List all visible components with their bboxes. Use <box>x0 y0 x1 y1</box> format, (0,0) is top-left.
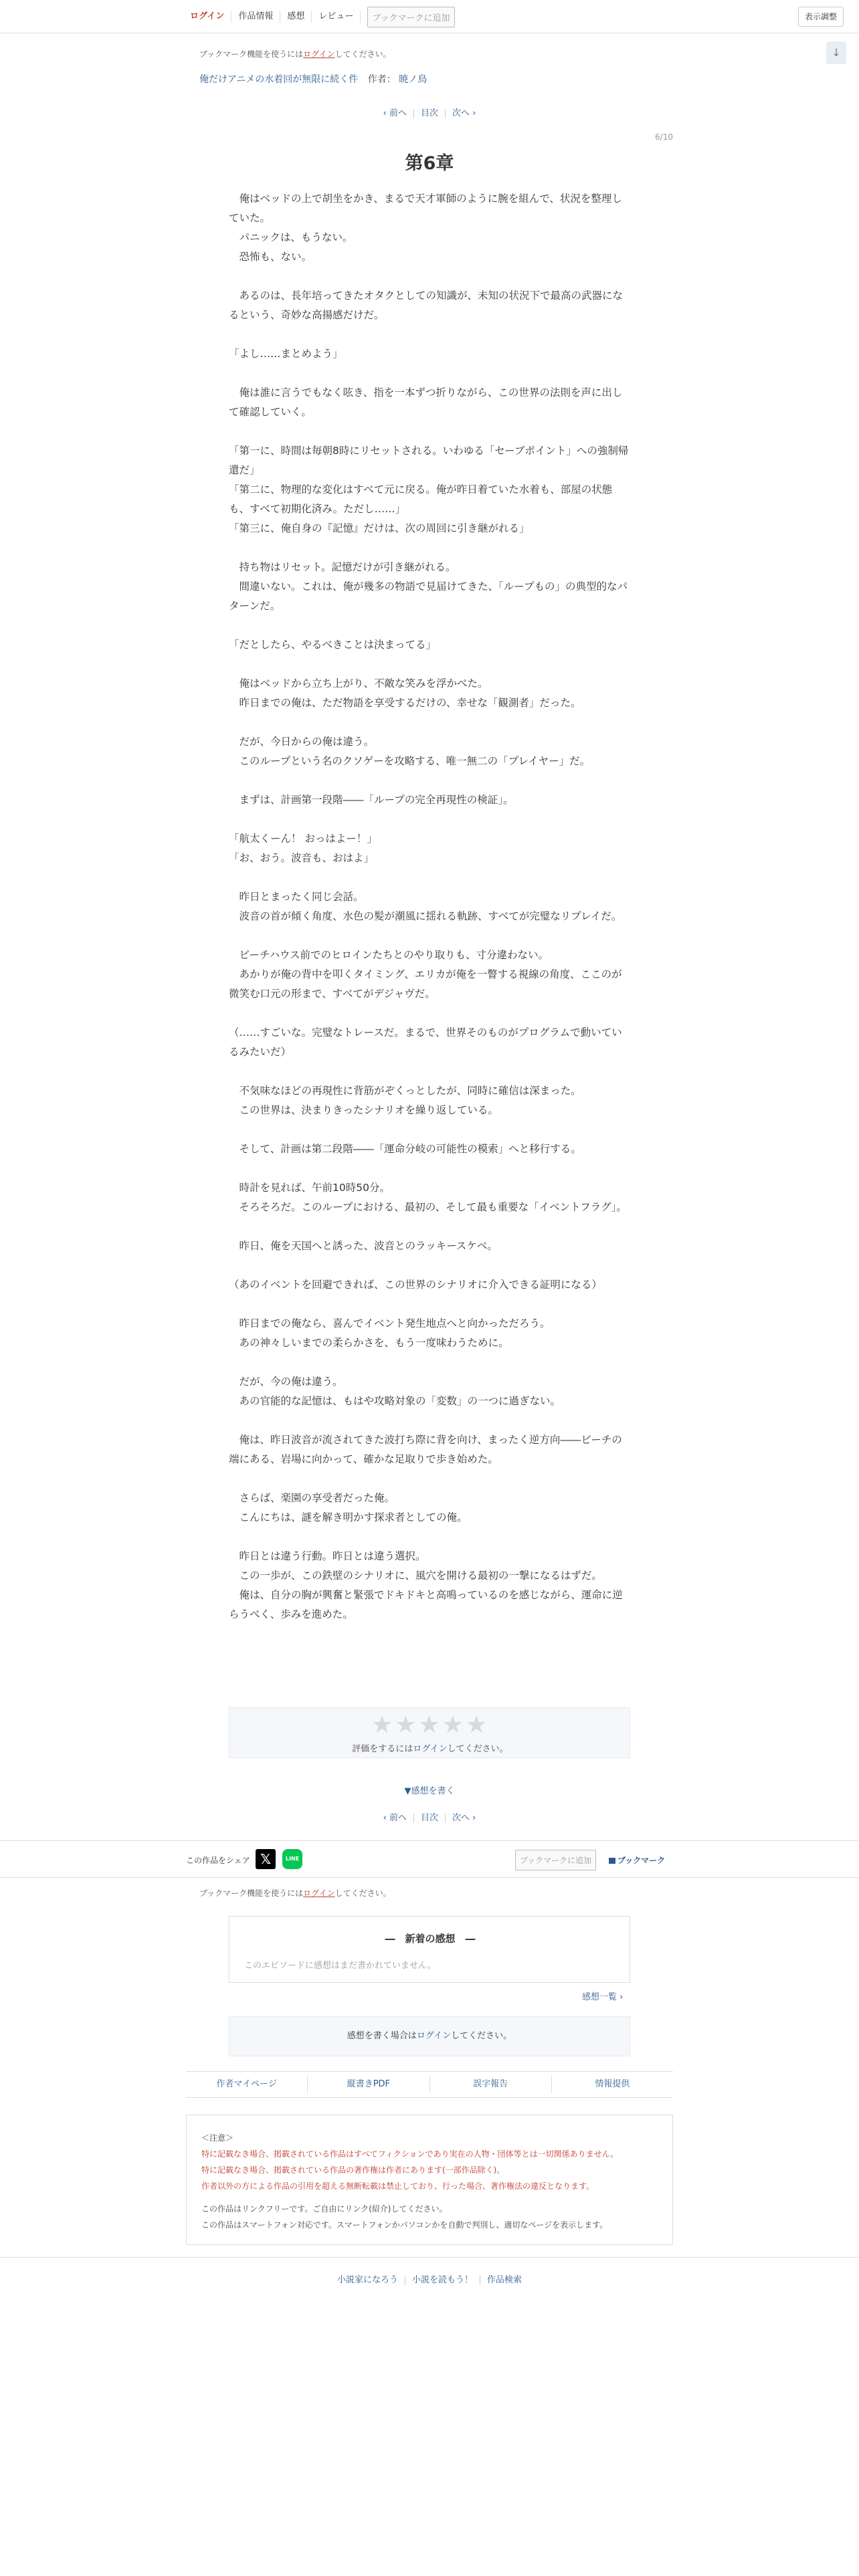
bookmark-notice <box>199 48 391 60</box>
top-nav <box>186 5 455 28</box>
index-link[interactable]: 目次 <box>420 108 438 118</box>
body-line: 「だとしたら、やるべきことは決まってる」 <box>229 639 437 651</box>
body-line: 時計を見れば、午前10時50分。 <box>229 1182 390 1194</box>
rating-login-prefix: 評価をするには <box>352 1744 413 1754</box>
caution-red-line: 特に記載なき場合、掲載されている作品の著作権は作者にあります(一部作品除く)。 <box>201 2165 505 2175</box>
body-line: パニックは、もうない。 <box>229 231 353 243</box>
caution-red-line: 特に記載なき場合、掲載されている作品はすべてフィクションであり実在の人物・団体等とは一切関係ありません。 <box>201 2149 619 2159</box>
line-share-icon[interactable]: LINE <box>282 1849 302 1869</box>
body-line: この世界は、決まりきったシナリオを繰り返している。 <box>229 1104 498 1116</box>
body-line: 「航太くーん！ おっはよー！」 <box>229 833 377 845</box>
write-login-prefix: 感想を書く場合は <box>347 2031 417 2041</box>
top-bar <box>0 0 859 33</box>
typo-report-link[interactable]: 誤字報告 <box>430 2076 552 2093</box>
body-line: 昨日とまったく同じ会話。 <box>229 891 364 903</box>
bookmark-add-button-disabled-bottom: ブックマークに追加 <box>515 1850 596 1870</box>
body-line: あるのは、長年培ってきたオタクとしての知識が、未知の状況下で最高の武器になるという、奇妙な高揚感だけだ。 <box>229 290 624 321</box>
write-login-suffix: してください。 <box>451 2031 512 2041</box>
series-header <box>199 72 427 86</box>
body-line: 俺はベッドの上で胡坐をかき、まるで天才軍師のように腕を組んで、状況を整理していた。 <box>229 193 622 224</box>
body-blank-line <box>229 1062 630 1081</box>
pager-bottom <box>0 1810 859 1823</box>
next-link[interactable]: 次へ › <box>452 108 476 118</box>
author-page-link[interactable]: 作者マイページ <box>186 2076 308 2093</box>
footer-yomou-link[interactable]: 小説を読もう！ <box>411 2275 473 2285</box>
caution-gray-line: この作品はリンクフリーです。ご自由にリンク(紹介)してください。 <box>201 2204 448 2214</box>
prev-link[interactable]: ‹ 前へ <box>383 108 407 118</box>
impressions-box <box>229 1916 630 1983</box>
body-line: 昨日とは違う行動。昨日とは違う選択。 <box>229 1550 426 1562</box>
bookmark-notice-prefix-bottom: ブックマーク機能を使うには <box>199 1889 304 1898</box>
rating-box <box>229 1707 630 1758</box>
body-blank-line <box>229 1217 630 1237</box>
rating-login-notice <box>229 1741 631 1754</box>
body-line: 俺は、自分の胸が興奮と緊張でドキドキと高鳴っているのを感じながら、運命に逆らうべく、歩みを進めた。 <box>229 1589 623 1620</box>
chapter-title: 第6章 <box>405 153 454 174</box>
body-line: あかりが俺の背中を叩くタイミング、エリカが俺を一瞥する視線の角度、ここのが微笑む口元の形まで、すべてがデジャヴだ。 <box>229 968 622 1000</box>
page-count: 6/10 <box>655 132 673 142</box>
write-login-box <box>229 2016 630 2056</box>
footer-links <box>0 2272 859 2285</box>
body-line: あの神々しいまでの柔らかさを、もう一度味わうために。 <box>229 1337 509 1349</box>
bookmark-notice-login-link[interactable]: ログイン <box>303 49 335 59</box>
impressions-title: ― 新着の感想 ― <box>385 1933 476 1945</box>
impressions-link[interactable]: 感想 <box>280 11 312 23</box>
body-blank-line <box>229 810 630 829</box>
author-link[interactable]: 暁ノ鳥 <box>399 74 427 85</box>
caution-title: ＜注意＞ <box>201 2133 234 2143</box>
body-blank-line <box>229 1411 630 1430</box>
body-line: 恐怖も、ない。 <box>229 251 312 263</box>
body-blank-line <box>229 1004 630 1023</box>
body-blank-line <box>229 1469 630 1489</box>
rating-login-suffix: してください。 <box>447 1744 508 1754</box>
bookmark-add-button-disabled: ブックマークに追加 <box>367 7 454 27</box>
write-login-link[interactable]: ログイン <box>416 2031 452 2041</box>
body-line: さらば、楽園の享受者だった俺。 <box>229 1492 395 1504</box>
index-link-bottom[interactable]: 目次 <box>420 1813 438 1823</box>
x-share-icon[interactable]: 𝕏 <box>256 1849 276 1869</box>
body-blank-line <box>229 713 630 732</box>
impressions-list-link[interactable]: 感想一覧 › <box>582 1992 624 2002</box>
novel-info-link[interactable]: 作品情報 <box>231 11 280 23</box>
bookmark-label: ブックマーク <box>617 1856 666 1865</box>
body-blank-line <box>229 1353 630 1372</box>
body-blank-line <box>229 364 630 383</box>
body-line: 間違いない。これは、俺が幾多の物語で見届けてきた、「ループもの」の典型的なパターンだ。 <box>229 580 628 612</box>
display-settings-button[interactable]: 表示調整 <box>798 7 844 27</box>
body-line: 「第二に、物理的な変化はすべて元に戻る。俺が昨日着ていた水着も、部屋の状態も、すべて初期化済み。ただし……」 <box>229 484 613 515</box>
review-link[interactable]: レビュー <box>312 11 361 23</box>
body-blank-line <box>229 538 630 558</box>
pager-top <box>0 106 859 118</box>
next-link-bottom[interactable]: 次へ › <box>452 1813 476 1823</box>
body-line: そして、計画は第二段階――「運命分岐の可能性の模索」へと移行する。 <box>229 1143 581 1155</box>
body-blank-line <box>229 926 630 946</box>
info-links-bar <box>186 2071 673 2098</box>
body-line: 「第三に、俺自身の『記憶』だけは、次の周回に引き継がれる」 <box>229 522 530 534</box>
bookmark-notice-prefix: ブックマーク機能を使うには <box>199 49 304 59</box>
footer-search-link[interactable]: 作品検索 <box>487 2275 522 2285</box>
share-bar <box>0 1840 859 1878</box>
footer <box>0 2257 859 2297</box>
body-line: （あのイベントを回避できれば、この世界のシナリオに介入できる証明になる） <box>229 1279 602 1291</box>
body-line: 「第一に、時間は毎朝8時にリセットされる。いわゆる「セーブポイント」への強制帰還だ」 <box>229 445 629 476</box>
vertical-pdf-link[interactable]: 縦書きPDF <box>308 2076 430 2093</box>
body-line: だが、今日からの俺は違う。 <box>229 736 375 748</box>
body-blank-line <box>229 1120 630 1140</box>
body-line: 昨日までの俺なら、喜んでイベント発生地点へと向かっただろう。 <box>229 1317 551 1329</box>
body-line: 昨日までの俺は、ただ物語を享受するだけの、幸せな「観測者」だった。 <box>229 697 581 709</box>
footer-narou-link[interactable]: 小説家になろう <box>337 2275 398 2285</box>
body-line: 持ち物はリセット。記憶だけが引き継がれる。 <box>229 561 456 573</box>
body-line: 「お、おう。波音も、おはよ」 <box>229 852 375 864</box>
body-line: あの官能的な記憶は、もはや攻略対象の「変数」の一つに過ぎない。 <box>229 1395 561 1407</box>
body-line: だが、今の俺は違う。 <box>229 1376 343 1388</box>
body-line: 不気味なほどの再現性に背筋がぞくっとしたが、同時に確信は深まった。 <box>229 1085 581 1097</box>
bookmark-notice-suffix-bottom: してください。 <box>335 1889 391 1898</box>
body-line: 「よし……まとめよう」 <box>229 348 343 360</box>
body-blank-line <box>229 616 630 635</box>
bookmark-notice-login-link-bottom[interactable]: ログイン <box>303 1889 335 1898</box>
caution-red-line: 作者以外の方による作品の引用を超える無断転載は禁止しており、行った場合、著作権法の違反となります。 <box>201 2181 595 2191</box>
body-line: ビーチハウス前でのヒロインたちとのやり取りも、寸分違わない。 <box>229 949 549 961</box>
caution-gray-line: この作品はスマートフォン対応です。スマートフォンかパソコンかを自動で判別し、適切なページを表示します。 <box>201 2220 608 2230</box>
body-line: こんにちは、謎を解き明かす探求者としての俺。 <box>229 1511 468 1523</box>
body-blank-line <box>229 868 630 887</box>
novel-body <box>229 189 630 1624</box>
author-label: 作者： <box>367 74 396 85</box>
body-line: 昨日、俺を天国へと誘った、波音とのラッキースケベ。 <box>229 1240 498 1252</box>
caution-box <box>186 2115 673 2245</box>
body-blank-line <box>229 267 630 286</box>
body-blank-line <box>229 1527 630 1547</box>
bookmark-notice-suffix: してください。 <box>335 49 391 59</box>
prev-link-bottom[interactable]: ‹ 前へ <box>383 1813 407 1823</box>
share-label: この作品をシェア <box>186 1856 250 1865</box>
body-line: まずは、計画第一段階――「ループの完全再現性の検証」。 <box>229 794 514 806</box>
body-blank-line <box>229 771 630 790</box>
body-line: 波音の首が傾く角度、水色の髪が潮風に揺れる軌跡、すべてが完璧なリプレイだ。 <box>229 910 622 922</box>
body-blank-line <box>229 422 630 441</box>
body-line: そろそろだ。このループにおける、最初の、そして最も重要な「イベントフラグ」。 <box>229 1201 627 1213</box>
bookmark-icon <box>609 1858 615 1864</box>
login-link[interactable]: ログイン <box>186 11 231 23</box>
body-blank-line <box>229 655 630 674</box>
bookmark-notice-bottom <box>199 1887 391 1899</box>
body-line: 俺は誰に言うでもなく呟き、指を一本ずつ折りながら、この世界の法則を声に出して確認していく。 <box>229 387 623 418</box>
body-line: この一歩が、この鉄壁のシナリオに、風穴を開ける最初の一撃になるはずだ。 <box>229 1570 602 1582</box>
body-blank-line <box>229 1295 630 1314</box>
bookmark-link[interactable] <box>609 1854 665 1866</box>
body-blank-line <box>229 325 630 344</box>
body-line: このループという名のクソゲーを攻略する、唯一無二の「プレイヤー」だ。 <box>229 755 591 767</box>
rating-stars-icon: ★★★★★ <box>371 1711 490 1739</box>
info-provide-link[interactable]: 情報提供 <box>595 2079 630 2089</box>
impressions-empty-text: このエピソードに感想はまだ書かれていません。 <box>244 1961 436 1971</box>
body-blank-line <box>229 1159 630 1178</box>
rating-login-link[interactable]: ログイン <box>413 1744 448 1754</box>
series-title-link[interactable]: 俺だけアニメの水着回が無限に続く件 <box>199 74 359 85</box>
body-line: 俺は、昨日波音が流されてきた波打ち際に背を向け、まったく逆方向――ビーチの端にある、岩場に向かって、確かな足取りで歩き始めた。 <box>229 1434 622 1465</box>
write-review-toggle[interactable]: ▼感想を書く <box>404 1786 455 1796</box>
body-line: 俺はベッドから立ち上がり、不敵な笑みを浮かべた。 <box>229 677 488 689</box>
scroll-down-icon[interactable]: ↓ <box>826 41 846 64</box>
body-line: （……すごいな。完璧なトレースだ。まるで、世界そのものがプログラムで動いているみたいだ） <box>229 1027 622 1058</box>
body-blank-line <box>229 1256 630 1275</box>
